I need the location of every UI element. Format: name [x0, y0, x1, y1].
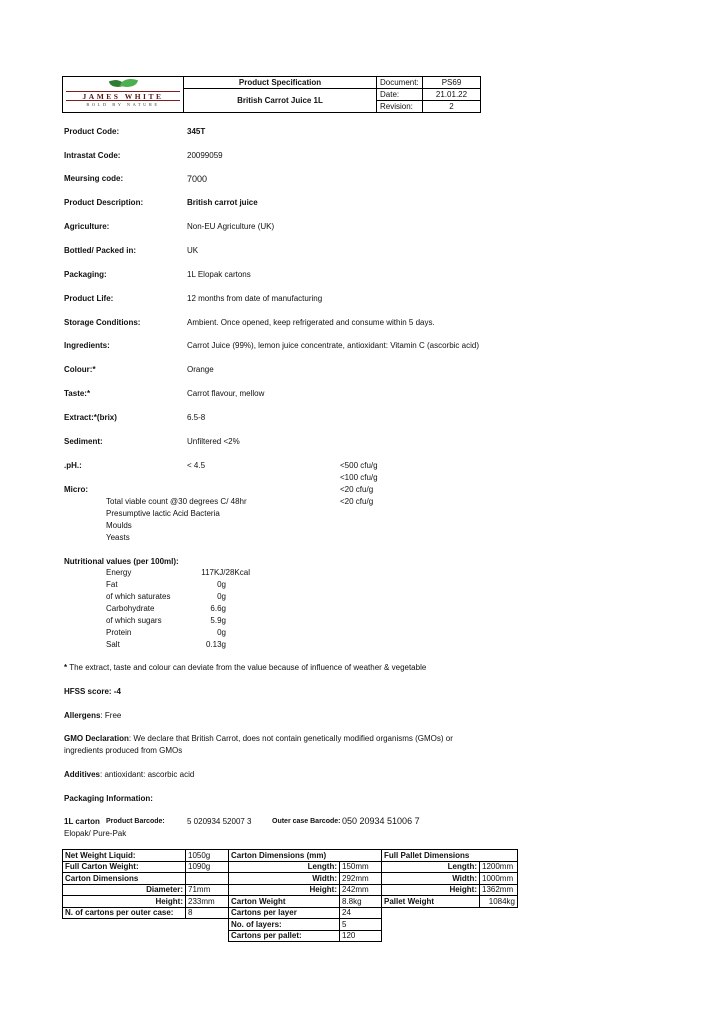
diameter-label: Diameter: — [63, 884, 186, 896]
spec-label: Product Description: — [64, 198, 144, 207]
micro-item: Yeasts — [106, 533, 130, 542]
spec-label: Ingredients: — [64, 341, 110, 350]
micro-limit: <20 cfu/g — [340, 497, 374, 506]
doc-title: Product Specification — [184, 77, 377, 89]
spec-label: Product Code: — [64, 127, 120, 136]
table-row — [63, 907, 518, 919]
nutrient-name: Fat — [106, 580, 118, 589]
spec-label: Bottled/ Packed in: — [64, 246, 137, 255]
cartons-per-case-value: 8 — [186, 907, 229, 919]
spec-label: Meursing code: — [64, 174, 124, 183]
additives-label: Additives — [64, 770, 101, 779]
nutrient-value: 0.13g — [205, 640, 226, 649]
revision-label: Revision: — [377, 101, 423, 113]
logo-tagline: BOLD BY NATURE — [86, 101, 160, 107]
pallet-width-value: 1000mm — [480, 873, 518, 885]
packaging-table — [62, 849, 518, 942]
pallet-weight-label: Pallet Weight — [382, 896, 480, 908]
nutrient-name: Carbohydrate — [106, 604, 155, 613]
spec-label: Intrastat Code: — [64, 151, 121, 160]
pallet-height-label: Height: — [382, 884, 480, 896]
pallet-width-label: Width: — [382, 873, 480, 885]
spec-value: Orange — [187, 365, 214, 374]
footnote — [64, 663, 426, 672]
micro-label: Micro: — [64, 485, 88, 494]
spec-label: Product Life: — [64, 294, 114, 303]
micro-item: Total viable count @30 degrees C/ 48hr — [106, 497, 247, 506]
spec-label: Extract:*(brix) — [64, 413, 117, 422]
date-value: 21.01.22 — [423, 89, 481, 101]
unit-height-label: Height: — [63, 896, 186, 908]
spec-value: UK — [187, 246, 199, 255]
nutrition-label: Nutritional values (per 100ml): — [64, 557, 179, 566]
pallet-height-value: 1362mm — [480, 884, 518, 896]
micro-limit: <100 cfu/g — [340, 473, 378, 482]
spec-value: Carrot Juice (99%), lemon juice concentrate, antioxidant: Vitamin C (ascorbic acid) — [187, 341, 479, 350]
table-row — [63, 919, 518, 931]
carton-weight-label: Carton Weight — [229, 896, 340, 908]
carton-material: Elopak/ Pure-Pak — [64, 829, 127, 838]
carton-height-label: Height: — [229, 884, 340, 896]
empty-cell — [382, 907, 518, 919]
allergens — [64, 711, 121, 720]
spec-value: 7000 — [187, 174, 208, 184]
carton-width-value: 292mm — [340, 873, 382, 885]
allergens-label: Allergens — [64, 711, 101, 720]
nutrient-value: 117KJ/28Kcal — [201, 568, 250, 577]
micro-limit: <20 cfu/g — [340, 485, 374, 494]
spec-label: Agriculture: — [64, 222, 110, 231]
nutrient-name: Protein — [106, 628, 132, 637]
nutrient-name: of which saturates — [106, 592, 171, 601]
micro-item: Presumptive lactic Acid Bacteria — [106, 509, 220, 518]
empty-cell — [63, 919, 229, 931]
spec-label: Sediment: — [64, 437, 103, 446]
table-row — [63, 873, 518, 885]
product-barcode-label: Product Barcode: — [106, 818, 165, 825]
spec-value: Ambient. Once opened, keep refrigerated and consume within 5 days. — [187, 318, 435, 327]
unit-height-value: 233mm — [186, 896, 229, 908]
nutrient-value: 0g — [217, 580, 226, 589]
carton-dimensions-label: Carton Dimensions — [63, 873, 186, 885]
gmo-label: GMO Declaration — [64, 734, 129, 743]
spec-value: 12 months from date of manufacturing — [187, 294, 323, 303]
carton-width-label: Width: — [229, 873, 340, 885]
gmo-value: : We declare that British Carrot, does not contain genetically modified organisms (GMOs) or — [128, 734, 453, 743]
carton-length-value: 150mm — [340, 861, 382, 873]
outer-barcode-label: Outer case Barcode: — [272, 818, 341, 825]
table-row — [63, 861, 518, 873]
spec-value: 6.5-8 — [187, 413, 206, 422]
net-weight-label: Net Weight Liquid: — [63, 850, 186, 862]
pallet-weight-value: 1084kg — [480, 896, 518, 908]
gmo-value-cont: ingredients produced from GMOs — [64, 746, 183, 755]
spec-value: British carrot juice — [187, 198, 258, 207]
document-value: PS69 — [423, 77, 481, 89]
spec-value: Non-EU Agriculture (UK) — [187, 222, 275, 231]
spec-value: 20099059 — [187, 151, 223, 160]
nutrient-value: 6.6g — [210, 604, 226, 613]
carton-label: 1L carton — [64, 817, 100, 826]
full-carton-weight-value: 1090g — [186, 861, 229, 873]
additives-value: : antioxidant: ascorbic acid — [100, 770, 195, 779]
empty-cell — [186, 873, 229, 885]
date-label: Date: — [377, 89, 423, 101]
cartons-per-layer-label: Cartons per layer — [229, 907, 340, 919]
carton-dimensions-header: Carton Dimensions (mm) — [229, 850, 382, 862]
table-row — [63, 850, 518, 862]
allergens-value: : Free — [100, 711, 122, 720]
micro-limit: <500 cfu/g — [340, 461, 378, 470]
table-row — [63, 930, 518, 942]
spec-label: Packaging: — [64, 270, 107, 279]
spec-label: Storage Conditions: — [64, 318, 141, 327]
spec-label: Taste:* — [64, 389, 91, 398]
hfss-score: HFSS score: -4 — [64, 687, 121, 696]
spec-header-table — [62, 76, 481, 113]
empty-cell — [382, 930, 518, 942]
footnote-text: The extract, taste and colour can deviate from the value because of influence of weather & vegetable — [67, 663, 427, 672]
table-row — [63, 896, 518, 908]
diameter-value: 71mm — [186, 884, 229, 896]
spec-value: 1L Elopak cartons — [187, 270, 251, 279]
gmo-declaration — [64, 734, 453, 743]
revision-value: 2 — [423, 101, 481, 113]
carton-weight-value: 8.8kg — [340, 896, 382, 908]
pallet-dimensions-header: Full Pallet Dimensions — [382, 850, 518, 862]
micro-item: Moulds — [106, 521, 132, 530]
nutrient-value: 5.9g — [210, 616, 226, 625]
nutrient-name: of which sugars — [106, 616, 162, 625]
additives — [64, 770, 194, 779]
leaf-icon — [120, 76, 138, 90]
outer-barcode: 050 20934 51006 7 — [342, 816, 420, 826]
carton-length-label: Length: — [229, 861, 340, 873]
pallet-length-label: Length: — [382, 861, 480, 873]
nutrient-name: Salt — [106, 640, 120, 649]
cartons-per-layer-value: 24 — [340, 907, 382, 919]
spec-value: Carrot flavour, mellow — [187, 389, 265, 398]
spec-label: Colour:* — [64, 365, 96, 374]
cartons-per-case-label: N. of cartons per outer case: — [63, 907, 186, 919]
spec-value: Unfiltered <2% — [187, 437, 240, 446]
net-weight-value: 1050g — [186, 850, 229, 862]
table-row — [63, 884, 518, 896]
doc-subtitle: British Carrot Juice 1L — [184, 89, 377, 113]
nutrient-value: 0g — [217, 628, 226, 637]
james-white-logo — [63, 78, 183, 112]
logo-brand: JAMES WHITE — [66, 91, 180, 101]
document-label: Document: — [377, 77, 423, 89]
cartons-per-pallet-value: 120 — [340, 930, 382, 942]
logo-cell — [63, 77, 184, 113]
empty-cell — [63, 930, 229, 942]
layers-label: No. of layers: — [229, 919, 340, 931]
footnote-star: * — [64, 663, 68, 672]
product-barcode: 5 020934 52007 3 — [187, 817, 252, 826]
packaging-info-title: Packaging Information: — [64, 794, 153, 803]
ph-label: .pH.: — [64, 461, 82, 470]
pallet-length-value: 1200mm — [480, 861, 518, 873]
ph-value: < 4.5 — [187, 461, 206, 470]
full-carton-weight-label: Full Carton Weight: — [63, 861, 186, 873]
layers-value: 5 — [340, 919, 382, 931]
nutrient-name: Energy — [106, 568, 132, 577]
nutrient-value: 0g — [217, 592, 226, 601]
spec-value: 345T — [187, 127, 206, 136]
carton-height-value: 242mm — [340, 884, 382, 896]
empty-cell — [382, 919, 518, 931]
cartons-per-pallet-label: Cartons per pallet: — [229, 930, 340, 942]
